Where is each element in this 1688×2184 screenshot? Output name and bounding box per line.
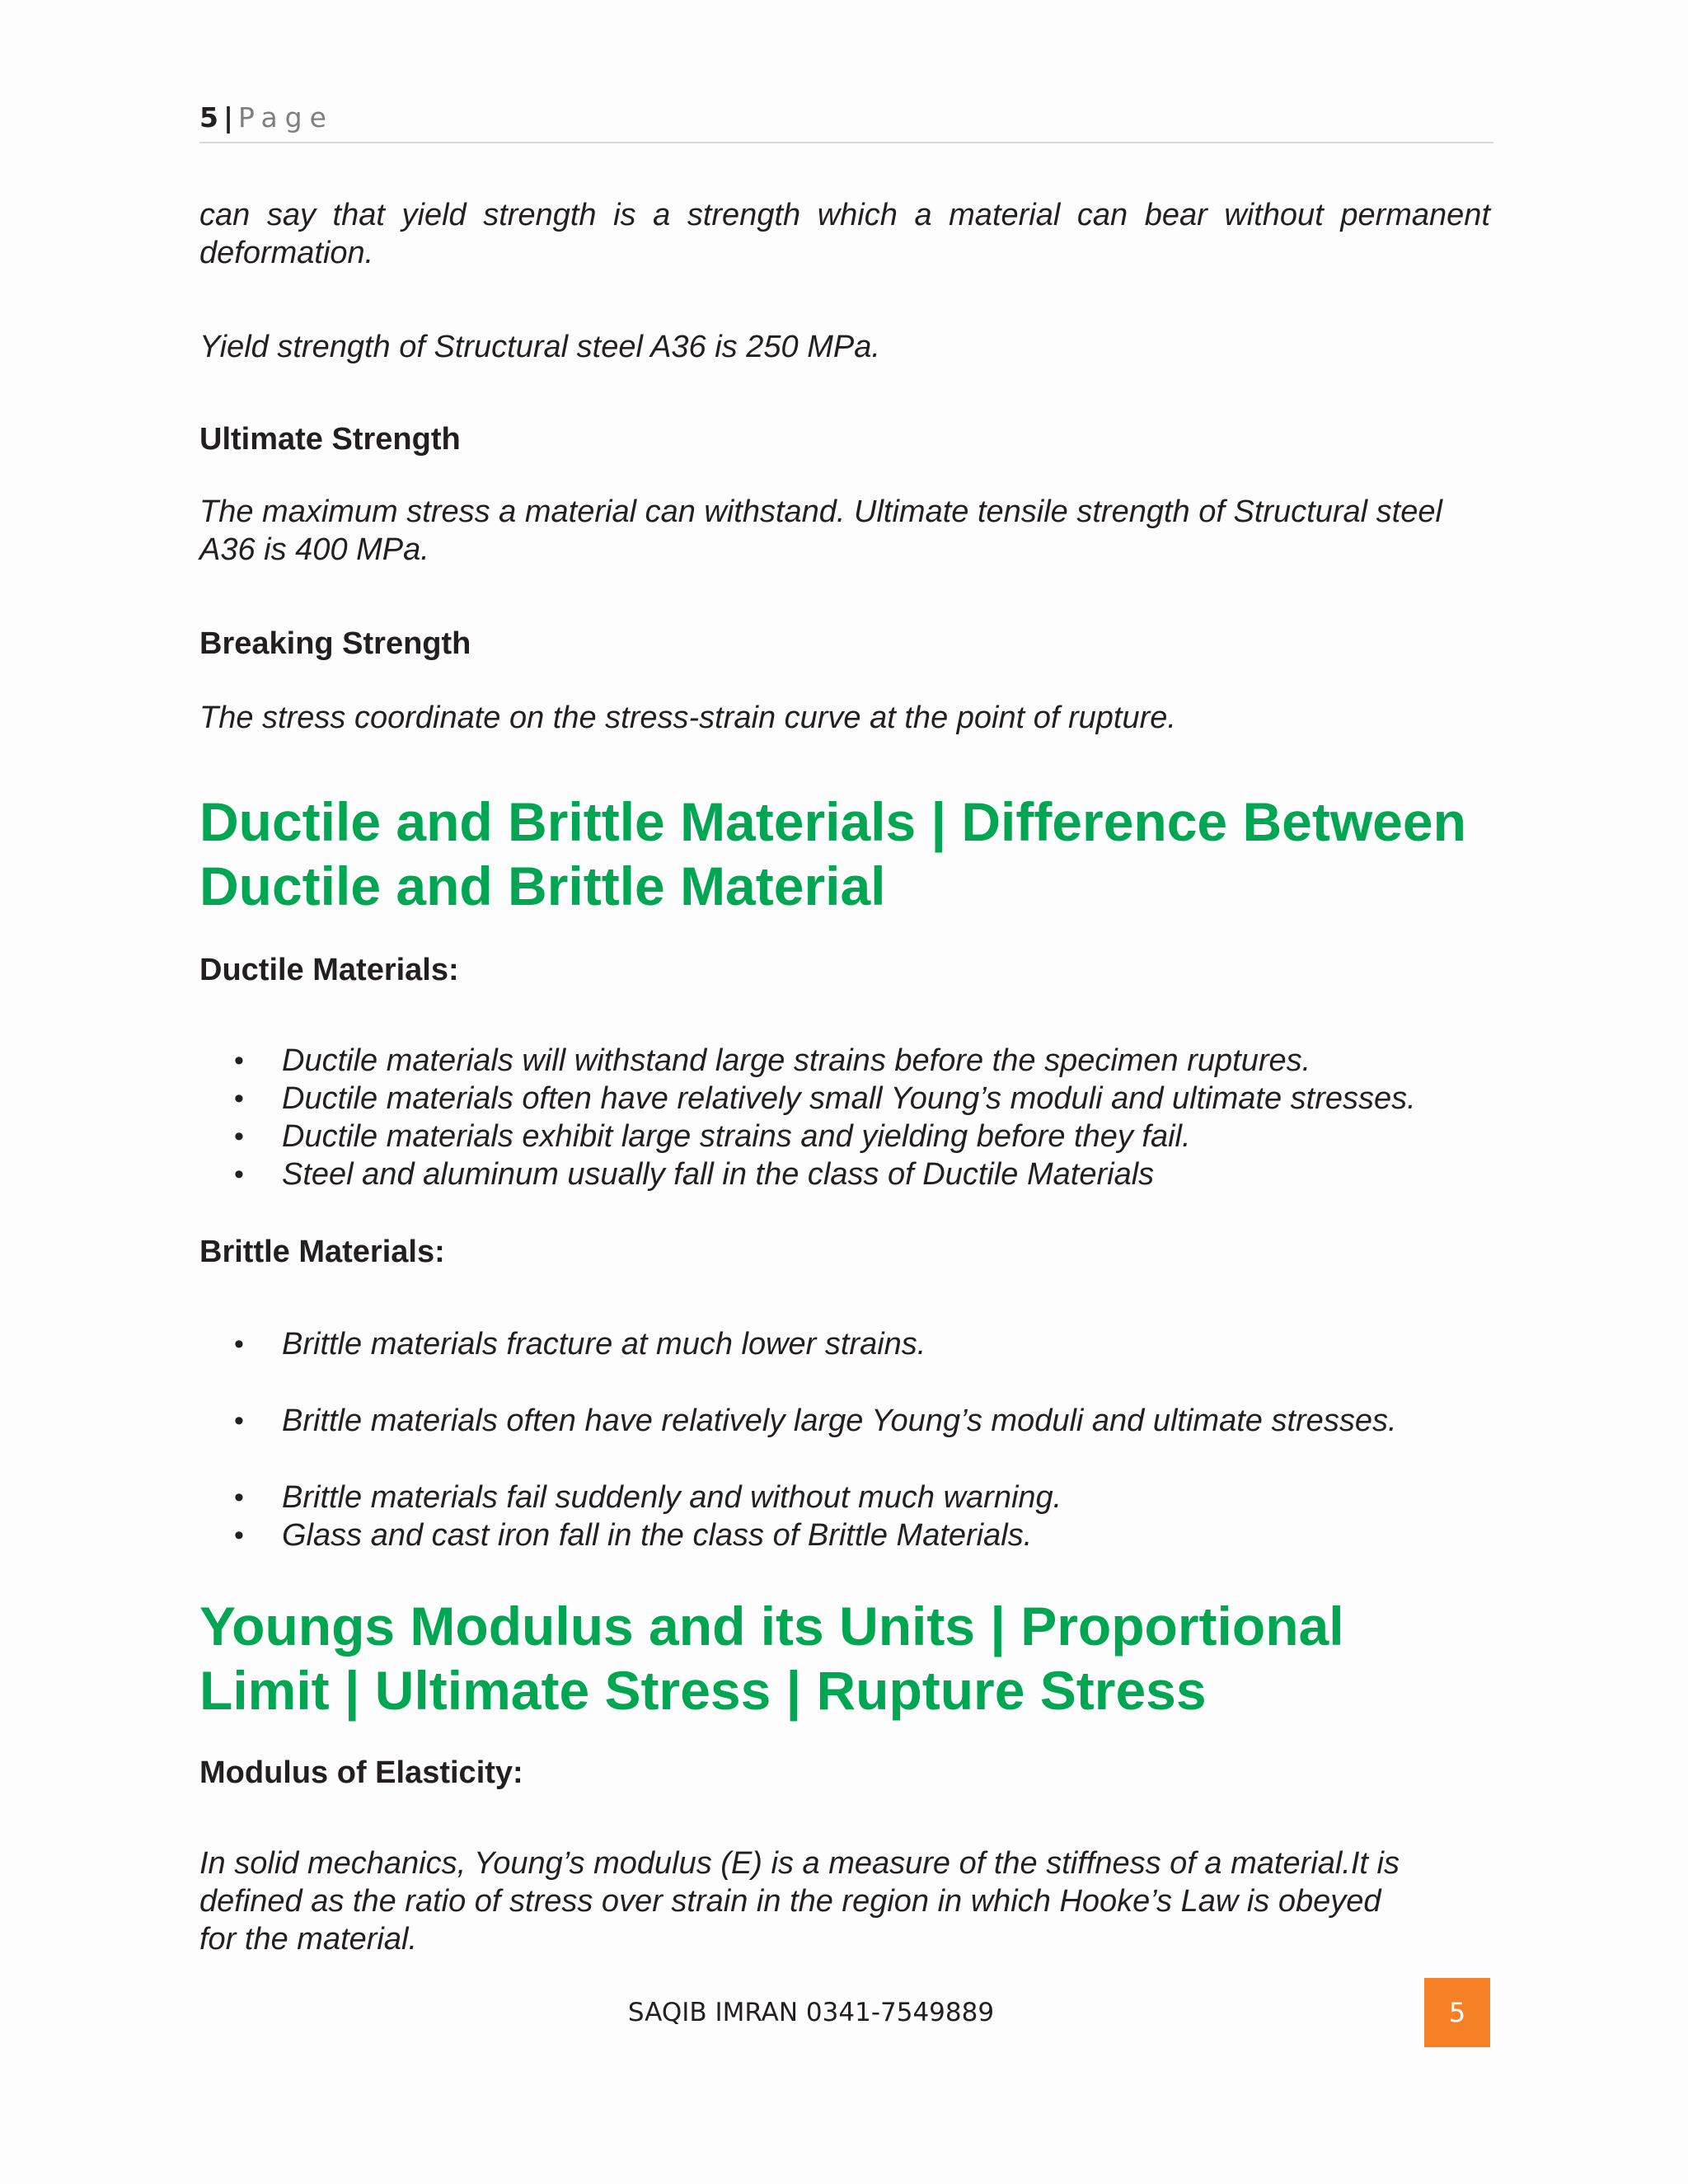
yield-value-paragraph: Yield strength of Structural steel A36 is 250 MPa. xyxy=(199,330,880,364)
list-item-text: Ductile materials often have relatively small Young’s moduli and ultimate stresses. xyxy=(282,1081,1416,1116)
list-item xyxy=(199,1118,1518,1155)
modulus-of-elasticity-heading: Modulus of Elasticity: xyxy=(199,1755,523,1790)
bullet-icon: • xyxy=(234,1159,244,1190)
bullet-icon: • xyxy=(234,1045,244,1076)
list-item xyxy=(199,1155,1518,1193)
page-header xyxy=(199,97,1493,143)
header-separator: | xyxy=(223,101,234,134)
footer-page-badge: 5 xyxy=(1424,1978,1490,2047)
paragraph-line: In solid mechanics, Young’s modulus (E) is a measure of the stiffness of a material.It is xyxy=(199,1846,1400,1881)
list-item-text: Ductile materials will withstand large strains before the specimen ruptures. xyxy=(282,1043,1311,1078)
list-item-text: Steel and aluminum usually fall in the class of Ductile Materials xyxy=(282,1157,1155,1192)
brittle-materials-list xyxy=(199,1325,1518,1554)
ductile-materials-list xyxy=(199,1042,1518,1193)
list-item xyxy=(199,1516,1518,1554)
section-title-line-2: Limit | Ultimate Stress | Rupture Stress xyxy=(199,1660,1207,1721)
paragraph-line: defined as the ratio of stress over strain in the region in which Hooke’s Law is obeyed xyxy=(199,1884,1381,1919)
brittle-materials-heading: Brittle Materials: xyxy=(199,1235,445,1269)
yield-definition-paragraph: can say that yield strength is a strength which a material can bear without permanent deformation. xyxy=(199,198,1490,270)
modulus-of-elasticity-paragraph xyxy=(199,1844,1490,1958)
footer-author: SAQIB IMRAN 0341-7549889 xyxy=(627,1998,995,2027)
section-title-line-1: Youngs Modulus and its Units | Proportional xyxy=(199,1596,1344,1657)
breaking-strength-heading: Breaking Strength xyxy=(199,626,471,661)
list-item xyxy=(199,1325,1518,1363)
bullet-icon: • xyxy=(234,1405,244,1436)
bullet-icon: • xyxy=(234,1329,244,1360)
ductile-materials-heading: Ductile Materials: xyxy=(199,953,459,987)
bullet-icon: • xyxy=(234,1083,244,1114)
list-item xyxy=(199,1402,1518,1440)
paragraph-line: for the material. xyxy=(199,1922,417,1957)
breaking-strength-paragraph: The stress coordinate on the stress-strain curve at the point of rupture. xyxy=(199,701,1176,735)
list-item-text: Brittle materials fail suddenly and without much warning. xyxy=(282,1480,1062,1515)
list-item xyxy=(199,1080,1518,1118)
section-title-line-1: Ductile and Brittle Materials | Difference Between xyxy=(199,791,1466,852)
ductile-brittle-section-title xyxy=(199,790,1518,918)
header-page-number: 5 xyxy=(199,101,218,134)
youngs-modulus-section-title xyxy=(199,1594,1518,1722)
bullet-icon: • xyxy=(234,1520,244,1551)
ultimate-strength-heading: Ultimate Strength xyxy=(199,422,461,457)
list-item xyxy=(199,1479,1518,1516)
bullet-icon: • xyxy=(234,1482,244,1513)
header-page-word: Page xyxy=(238,101,334,134)
list-item-text: Glass and cast iron fall in the class of Brittle Materials. xyxy=(282,1518,1033,1553)
list-item-text: Brittle materials often have relatively large Young’s moduli and ultimate stresses. xyxy=(282,1404,1397,1438)
ultimate-strength-paragraph: The maximum stress a material can withstand. Ultimate tensile strength of Structural steel A36 is 400 MPa. xyxy=(199,494,1442,567)
bullet-icon: • xyxy=(234,1121,244,1152)
list-item-text: Brittle materials fracture at much lower strains. xyxy=(282,1327,926,1361)
list-item-text: Ductile materials exhibit large strains and yielding before they fail. xyxy=(282,1119,1191,1154)
section-title-line-2: Ductile and Brittle Material xyxy=(199,855,886,916)
list-item xyxy=(199,1042,1518,1080)
